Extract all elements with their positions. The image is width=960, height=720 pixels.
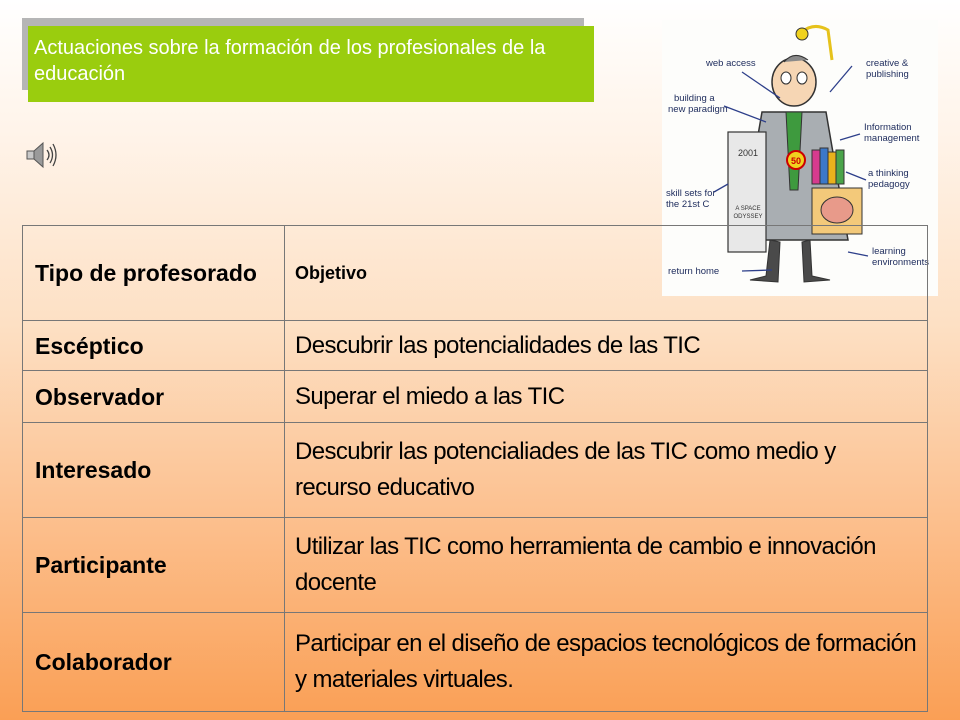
poster-line-1: A SPACE (735, 206, 761, 212)
objetivo-cell: Participar en el diseño de espacios tecnológicos de formación y materiales virtuales. (285, 613, 928, 712)
poster-year: 2001 (737, 148, 759, 158)
label-environments: environments (872, 257, 930, 268)
label-creative: creative & (866, 58, 909, 69)
tipo-cell: Interesado (23, 423, 285, 518)
tipo-cell: Colaborador (23, 613, 285, 712)
teacher-types-table (22, 225, 928, 712)
objetivo-cell: Descubrir las potencialiades de las TIC como medio y recurso educativo (285, 423, 928, 518)
label-management: management (864, 133, 920, 144)
poster-line-2: ODYSSEY (733, 214, 763, 220)
header-objetivo: Objetivo (285, 226, 928, 321)
objetivo-cell: Utilizar las TIC como herramienta de cambio e innovación docente (285, 518, 928, 613)
label-skills: skill sets for (666, 188, 716, 199)
label-pedagogy: pedagogy (868, 179, 910, 190)
table-row (23, 321, 928, 371)
table-row (23, 423, 928, 518)
table-header-row (23, 226, 928, 321)
label-building: building a (674, 93, 715, 104)
table-row (23, 613, 928, 712)
objetivo-cell: Superar el miedo a las TIC (285, 371, 928, 423)
objetivo-cell: Descubrir las potencialidades de las TIC (285, 321, 928, 371)
label-web-access: web access (706, 58, 756, 69)
header-tipo: Tipo de profesorado (23, 226, 285, 321)
slide-title: Actuaciones sobre la formación de los profesionales de la educación (28, 26, 594, 102)
table-row (23, 518, 928, 613)
tipo-cell: Participante (23, 518, 285, 613)
label-century: the 21st C (666, 199, 710, 210)
table-row (23, 371, 928, 423)
tipo-cell: Escéptico (23, 321, 285, 371)
tipo-cell: Observador (23, 371, 285, 423)
speaker-icon[interactable] (24, 140, 58, 170)
label-information: Information (864, 122, 912, 133)
badge-number: 50 (790, 156, 802, 166)
label-return-home: return home (668, 266, 720, 277)
label-paradigm: new paradigm (668, 104, 728, 115)
label-publishing: publishing (866, 69, 909, 80)
label-thinking: a thinking (868, 168, 909, 179)
label-learning: learning (872, 246, 906, 257)
